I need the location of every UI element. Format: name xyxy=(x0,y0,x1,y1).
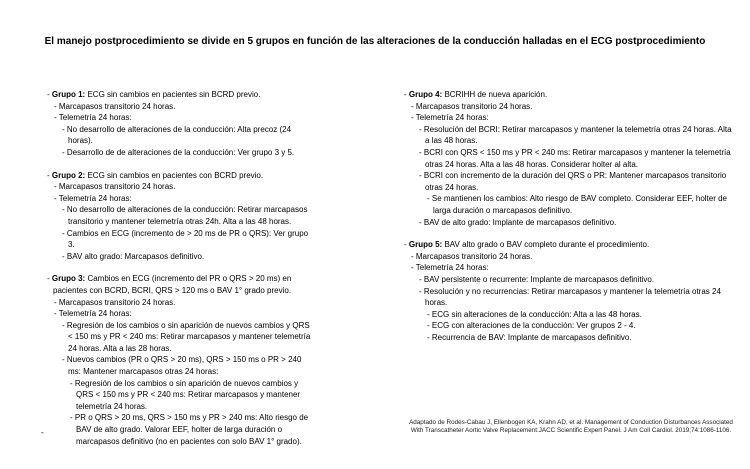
list-item: - BAV alto grado: Marcapasos definitivo. xyxy=(62,251,205,261)
group-heading: - Grupo 4: BCRIHH de nueva aparición. xyxy=(404,90,548,99)
group-heading: - Grupo 1: ECG sin cambios en pacientes sin BCRD previo. xyxy=(47,90,261,99)
list-item: - Cambios en ECG (incremento de > 20 ms de PR o QRS): Ver grupo 3. xyxy=(62,228,309,250)
stray-dash: - xyxy=(41,428,44,437)
list-item: - BCRI con incremento de la duración del QRS o PR: Mantener marcapasos transitorio otras 24 horas. xyxy=(419,171,727,192)
list-item: - No desarrollo de alteraciones de la conducción: Retirar marcapasos transitorio y mantener telemetría otras 24h. Alta a las 48 horas. xyxy=(62,205,308,226)
list-item: - Desarrollo de de alteraciones de la conducción: Ver grupo 3 y 5. xyxy=(62,147,295,157)
list-item: - Telemetría 24 horas: xyxy=(54,309,132,319)
group-label: Grupo 4: xyxy=(408,90,443,99)
group-heading: - Grupo 2: ECG sin cambios en pacientes con BCRD previo. xyxy=(47,170,264,180)
citation-line-2: With Transcatheter Aortic Valve Replacement:JACC Scientific Expert Panel. J Am Coll Cardiol. 2019;74:1086-1106. xyxy=(410,426,732,434)
group-block xyxy=(47,273,312,447)
page-title: El manejo postprocedimiento se divide en 5 grupos en función de las alteraciones de la conducción halladas en el ECG postprocedimiento xyxy=(44,36,706,47)
list-item: - Regresión de los cambios o sin aparición de nuevos cambios y QRS < 150 ms y PR < 240 ms: Retirar marcapasos y mantener telemetría 24 horas. Alta a las 28 horas. xyxy=(62,320,311,353)
list-item: - Telemetría 24 horas: xyxy=(54,113,132,123)
list-item: - Marcapasos transitorio 24 horas. xyxy=(411,101,533,111)
list-item: - BAV de alto grado: Implante de marcapasos definitivo. xyxy=(419,217,617,227)
list-item: - Resolución del BCRI: Retirar marcapasos y mantener la telemetría otras 24 horas. Alta a las 48 horas. xyxy=(419,124,732,146)
right-column xyxy=(404,89,738,343)
group-label: Grupo 3: xyxy=(51,274,86,284)
citation-line-1: Adaptado de Rodes-Cabau J, Ellenbogen KA, Krahn AD, et al. Management of Conduction Disturbances Associated xyxy=(409,419,733,426)
list-item: - Marcapasos transitorio 24 horas. xyxy=(54,101,176,111)
list-item: - Telemetría 24 horas: xyxy=(54,193,132,203)
group-label: Grupo 1: xyxy=(51,90,86,99)
list-item: - Se mantienen los cambios: Alto riesgo de BAV completo. Considerar EEF, holter de larga duración o marcapasos definitivo. xyxy=(427,194,728,215)
list-item: - Telemetría 24 horas: xyxy=(411,113,489,123)
list-item: - Recurrencia de BAV: Implante de marcapasos definitivo. xyxy=(427,332,632,342)
group-block xyxy=(404,239,738,343)
list-item: - PR o QRS > 20 ms, QRS > 150 ms y PR > 240 ms: Alto riesgo de BAV de alto grado. Valorar EEF, holter de larga duración o marcapasos definitivo (no en pacientes con solo BAV 1° grado). xyxy=(70,413,309,446)
group-label: Grupo 5: xyxy=(408,240,443,250)
list-item: - BCRI con QRS < 150 ms y PR < 240 ms: Retirar marcapasos y mantener la telemetría otras 24 horas. Alta a las 48 horas. Considerar holter al alta. xyxy=(419,147,731,169)
list-item: - Resolución y no recurrencias: Retirar marcapasos y mantener la telemetría otras 24 horas. xyxy=(419,286,721,308)
group-block xyxy=(47,89,312,159)
left-column xyxy=(47,89,312,447)
list-item: - ECG con alteraciones de la conducción: Ver grupos 2 - 4. xyxy=(427,321,636,331)
list-item: - Marcapasos transitorio 24 horas. xyxy=(54,297,176,307)
list-item: - Marcapasos transitorio 24 horas. xyxy=(411,251,533,261)
list-item: - Regresión de los cambios o sin aparición de nuevos cambios y QRS < 150 ms y PR < 240 ms: Retirar marcapasos y mantener telemetría 24 horas. xyxy=(70,378,301,411)
group-heading: - Grupo 5: BAV alto grado o BAV completo durante el procedimiento. xyxy=(404,240,650,250)
list-item: - Nuevos cambios (PR o QRS > 20 ms), QRS > 150 ms o PR > 240 ms: Mantener marcapasos otras 24 horas: xyxy=(62,355,302,377)
group-block xyxy=(47,170,312,263)
list-item: - Telemetría 24 horas: xyxy=(411,263,489,273)
list-item: - No desarrollo de alteraciones de la conducción: Alta precoz (24 horas). xyxy=(62,124,292,146)
citation xyxy=(404,419,738,435)
list-item: - BAV persistente o recurrente: Implante de marcapasos definitivo. xyxy=(419,274,655,284)
list-item: - ECG sin alteraciones de la conducción: Alta a las 48 horas. xyxy=(427,309,642,319)
group-label: Grupo 2: xyxy=(51,170,86,180)
group-block xyxy=(404,89,738,228)
group-heading: - Grupo 3: Cambios en ECG (incremento del PR o QRS > 20 ms) en pacientes con BCRD, BCRI, QRS > 120 ms o BAV 1° grado previo. xyxy=(47,274,292,295)
list-item: - Marcapasos transitorio 24 horas. xyxy=(54,182,176,192)
